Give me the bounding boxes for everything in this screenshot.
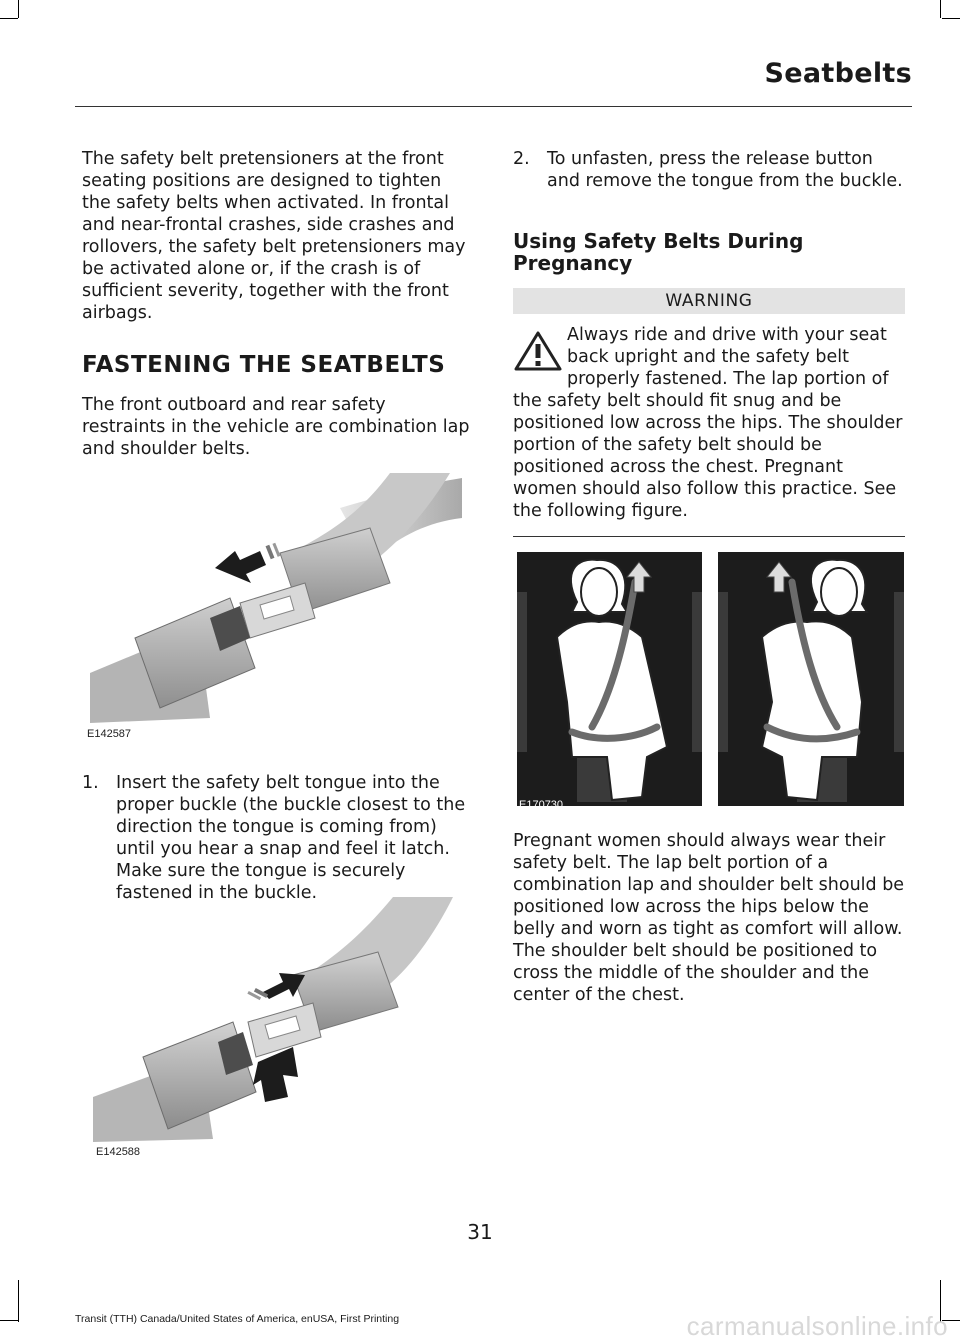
step-number: 1. bbox=[82, 773, 99, 793]
page-title: Seatbelts bbox=[764, 58, 912, 89]
printing-info: Transit (TTH) Canada/United States of America, enUSA, First Printing bbox=[75, 1313, 400, 1325]
left-column bbox=[82, 148, 472, 460]
section-paragraph: The front outboard and rear safety restraints in the vehicle are combination lap and shoulder belts. bbox=[82, 395, 470, 459]
step-2 bbox=[513, 148, 905, 192]
figure-label: E142588 bbox=[96, 1146, 141, 1158]
warning-text: Always ride and drive with your seat back upright and the safety belt properly fastened. The lap portion of the safety belt should fit snug and be positioned low across the hips. The shoulder portion of the safety belt should be positioned across the chest. Pregnant women should also follow this practice. See the following figure. bbox=[513, 325, 903, 521]
figure-label: E142587 bbox=[87, 728, 132, 740]
crop-mark bbox=[942, 18, 960, 19]
crop-mark bbox=[18, 1280, 19, 1322]
step-number: 2. bbox=[513, 149, 530, 169]
warning-title: WARNING bbox=[513, 288, 905, 314]
step-text: Insert the safety belt tongue into the proper buckle (the buckle closest to the direction the tongue is coming from) until you hear a snap and feel it latch. Make sure the tongue is securely fastened in the buckle. bbox=[116, 773, 466, 903]
figure-pregnancy bbox=[517, 552, 904, 806]
figure-buckle-insert bbox=[90, 473, 465, 723]
crop-mark bbox=[0, 1320, 18, 1321]
step-1 bbox=[82, 772, 474, 904]
warning-divider bbox=[513, 536, 905, 537]
step-text: To unfasten, press the release button and remove the tongue from the buckle. bbox=[547, 149, 903, 191]
section-heading: FASTENING THE SEATBELTS bbox=[82, 352, 446, 378]
subheading-pregnancy: Using Safety Belts During Pregnancy bbox=[513, 229, 804, 275]
intro-paragraph: The safety belt pretensioners at the front seating positions are designed to tighten the safety belts when activated. In frontal and near-frontal crashes, side crashes and rollovers, the safety belt pretensioners may be activated alone or, if the crash is of sufficient severity, together with the front airbags. bbox=[82, 149, 466, 323]
buckle-illustration bbox=[90, 473, 465, 723]
watermark: carmanualsonline.info bbox=[686, 1311, 948, 1341]
figure-buckle-release bbox=[93, 897, 465, 1142]
warning-triangle-icon bbox=[513, 330, 563, 372]
page-number: 31 bbox=[467, 1220, 493, 1244]
pregnancy-illustration bbox=[517, 552, 904, 806]
crop-mark bbox=[940, 0, 941, 18]
header-divider bbox=[75, 106, 912, 107]
buckle-release-illustration bbox=[93, 897, 465, 1142]
crop-mark bbox=[18, 0, 19, 18]
warning-body bbox=[513, 324, 905, 522]
pregnancy-paragraph: Pregnant women should always wear their safety belt. The lap belt portion of a combination lap and shoulder belt should be positioned low across the hips below the belly and worn as tight as comfort will allow. The shoulder belt should be positioned to cross the middle of the shoulder and the center of the chest. bbox=[513, 831, 905, 1005]
crop-mark bbox=[0, 18, 18, 19]
figure-label: E170730 bbox=[519, 799, 564, 811]
warning-box bbox=[513, 288, 905, 537]
